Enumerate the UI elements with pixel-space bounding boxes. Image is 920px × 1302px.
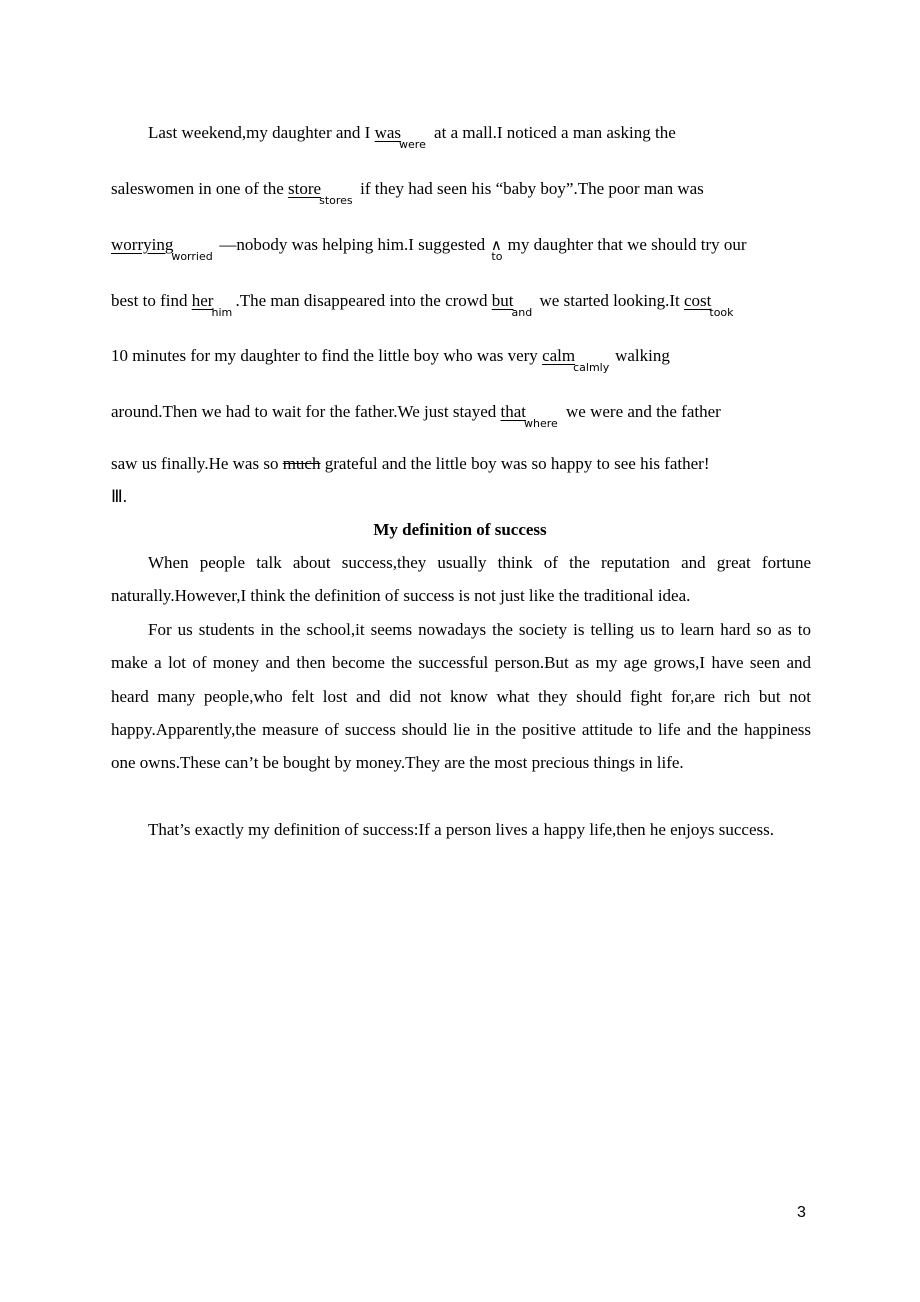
essay-paragraph-3: That’s exactly my definition of success:If a person lives a happy life,then he enjoys success. — [148, 820, 774, 839]
correction-word: calmly — [573, 361, 610, 374]
correction-word: worried — [171, 250, 213, 263]
correction-line-3 — [111, 235, 811, 263]
error-word: calm calmly — [542, 346, 610, 374]
correction-word: to — [491, 250, 503, 263]
section-label: Ⅲ. — [111, 487, 127, 506]
text-segment: saleswomen in one of the — [111, 179, 289, 198]
text-segment: we started looking.It — [539, 291, 684, 310]
correction-word: where — [524, 417, 558, 430]
correction-line-2 — [111, 179, 811, 207]
correction-line-7 — [111, 454, 811, 474]
text-segment: Last weekend,my daughter and I — [148, 123, 375, 142]
essay-title: My definition of success — [373, 520, 547, 539]
text-segment: around.Then we had to wait for the father.We just stayed — [111, 402, 501, 421]
deleted-word: much — [282, 454, 321, 473]
correction-line-1 — [148, 123, 848, 151]
text-segment: walking — [615, 346, 670, 365]
text-segment: .The man disappeared into the crowd — [235, 291, 492, 310]
text-segment: —nobody was helping him.I suggested — [219, 235, 490, 254]
correction-line-5 — [111, 346, 811, 374]
error-word: was were — [374, 123, 426, 151]
text-segment: saw us finally.He was so — [111, 454, 283, 473]
text-segment: we were and the father — [566, 402, 721, 421]
error-word: store stores — [288, 179, 353, 207]
correction-word: and — [511, 306, 533, 319]
correction-line-6 — [111, 402, 811, 430]
correction-word: were — [399, 138, 426, 151]
page-number: 3 — [797, 1204, 806, 1221]
correction-line-4 — [111, 291, 811, 319]
text-segment: if they had seen his “baby boy”.The poor man was — [360, 179, 704, 198]
error-word: her him — [191, 291, 233, 319]
text-segment: 10 minutes for my daughter to find the little boy who was very — [111, 346, 543, 365]
error-word: but and — [491, 291, 533, 319]
text-segment: at a mall.I noticed a man asking the — [434, 123, 676, 142]
text-segment: grateful and the little boy was so happy to see his father! — [320, 454, 710, 473]
text-segment: best to find — [111, 291, 192, 310]
text-segment: my daughter that we should try our — [503, 235, 747, 254]
error-word: that where — [500, 402, 558, 430]
error-word: cost took — [684, 291, 734, 319]
correction-word: took — [709, 306, 734, 319]
correction-word: him — [211, 306, 233, 319]
essay-paragraph-1: When people talk about success,they usually think of the reputation and great fortune naturally.However,I think the definition of success is not just like the traditional idea. — [111, 553, 811, 606]
insertion-caret-icon: ∧ to — [490, 236, 503, 263]
error-word: worrying worried — [111, 235, 213, 263]
essay-paragraph-2: For us students in the school,it seems nowadays the society is telling us to learn hard so as to make a lot of money and then become the successful person.But as my age grows,I have seen and heard many people,who felt lost and did not know what they should fight for,are rich but not happy.Apparently,the measure of success should lie in the positive attitude to life and the happiness one owns.These can’t be bought by money.They are the most precious things in life. — [111, 620, 811, 773]
correction-word: stores — [319, 194, 353, 207]
